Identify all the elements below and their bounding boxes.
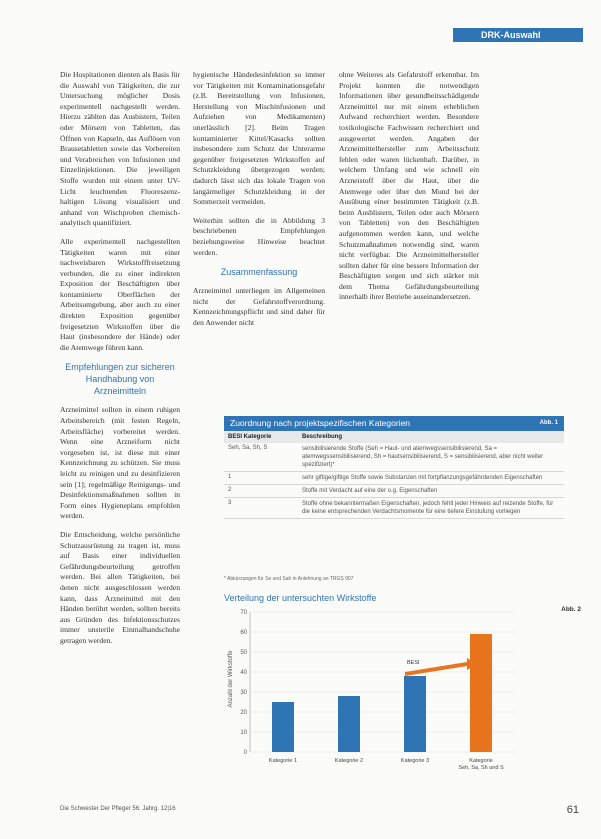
chart-annotation (405, 658, 477, 676)
y-tick-label: 0 (243, 750, 247, 756)
column-1 (60, 70, 180, 655)
paragraph: Alle experimentell nachgestellten Tätigkeiten waren mit einer nachweisbaren Wirkstofffreisetzung verbunden, die zu einer indirekten Exposition der Beschäftigten über kontaminierte Oberflächen der Arbeitsumgebung, aber auch zu einer direkten Exposition gegenüber freigesetzten Wirkstoffen über die Haut (insbesondere der Hände) oder die Atemwege führen kann. (60, 236, 180, 352)
y-tick-label: 30 (240, 690, 247, 696)
table-cell-value: Stoffe mit Verdacht auf eine der o.g. Eigenschaften (302, 488, 438, 494)
paragraph: Weiterhin sollten die in Abbildung 3 beschriebenen Empfehlungen beziehungsweise Hinweise beachtet werden. (193, 215, 325, 257)
table-row (224, 498, 564, 519)
table-row (224, 472, 564, 485)
chart-categories (269, 758, 504, 771)
annotation-label: BESI (407, 660, 420, 666)
table-title-text: Zuordnung nach projektspezifischen Kategorien (230, 418, 411, 428)
table-title (224, 416, 564, 431)
footer-journal: Die Schwester Der Pfleger 56. Jahrg. 12|16 (60, 806, 176, 812)
paragraph: Die Hospitationen dienten als Basis für die Auswahl von Tätigkeiten, die zur Untersuchung möglicher Dosis experimentell nachgestellt werden. Hierzu zählten das Ausbistern, Teilen oder Mörsern von Tabletten, das Öffnen von Kapseln, das Auflösen von Brausetabletten sowie das Vorbereiten und Verabreichen von Infusionen und Einzelinjektionen. Die jeweiligen Stoffe wurden mit einem unter UV-Licht leuchtenden Fluoreszenz-haltigen Lösung visualisiert und anhand von Wischproben chemisch-analytisch quantifiziert. (60, 70, 180, 228)
table-col-category: BESI Kategorie (228, 434, 272, 440)
table-header-row (224, 431, 564, 443)
bar (404, 676, 426, 752)
table-tag: Abb. 1 (539, 420, 558, 426)
x-category-label: Kategorie 2 (334, 758, 364, 764)
column-3 (339, 70, 479, 311)
subheading: Zusammenfassung (220, 267, 298, 278)
y-axis-label: Anzahl der Wirkstoffe (228, 650, 234, 708)
paragraph: Arzneimittel sollten in einem ruhigen Arbeitsbereich (mit festen Regeln, Arbeitsfläche) vorbereitet werden. Wenn eine Arzneiform nicht vorgesehen ist, ist diese mit einer Kennzeichnung zu schützen. Sie muss leicht zu reinigen und zu desinfizieren sein [1]; regelmäßige Reinigungs- und Desinfektionsmaßnahmen sollten in Form eines Hygieneplans empfohlen werden. (60, 405, 180, 521)
table-row (224, 485, 564, 498)
table-footnote: * Abkürzungen für Se und Sah in Anlehnung an TRGS 907 (224, 576, 354, 582)
subheading: Empfehlungen zur sicheren Handhabung von Arzneimitteln (65, 362, 175, 397)
bar-chart (224, 604, 524, 789)
x-category-label: Kategorie 1 (268, 758, 298, 764)
y-tick-label: 40 (240, 670, 247, 676)
bar (470, 634, 492, 752)
column-2 (193, 70, 325, 336)
y-tick-label: 70 (240, 610, 247, 616)
table-cell-value: sehr giftige/giftige Stoffe sowie Substanzen mit fortpflanzungsgefährdenden Eigenschaften (302, 475, 543, 481)
chart-ticks (240, 610, 247, 756)
x-category-label: Kategorie 3 (400, 758, 430, 764)
x-category-label: Seh, Sa, Sh und S (458, 765, 504, 771)
table-cell-value: sensibilisierende Stoffe (Seh = Haut- und atemwegssensibilisierend, Sa = atemwegssensibilisierend, Sh = hautsensibilisierend, S = sensibilisierend, aber nicht weiter spezifiziert)* (302, 446, 544, 468)
table-cell-key: 2 (228, 487, 232, 493)
paragraph: Die Entscheidung, welche persönliche Schutzausrüstung zu tragen ist, muss auf Basis einer individuellen Gefährdungsbeurteilung getroffen werden. Bei allen Tätigkeiten, bei denen nicht ausgeschlossen werden kann, dass Arzneimittel mit den Händen berührt werden, sollten bereits aus Gründen des Infektionsschutzes immer unsterile Einmalhandschuhe getragen werden. (60, 529, 180, 645)
paragraph: Arzneimittel unterliegen im Allgemeinen nicht der Gefahrstoffverordnung. Kennzeichnungspflicht und sind daher für den Anwender nicht (193, 286, 325, 327)
table-col-description: Beschreibung (302, 434, 343, 440)
table-cell-value: Stoffe ohne bekanntermaßen Eigenschaften, jedoch fehlt jeder Hinweis auf reizende Stoffe, für die keine entsprechenden Verdachtsmomente für eine tiefere Einstufung vorliegen (302, 501, 554, 515)
chart-title: Verteilung der untersuchten Wirkstoffe (224, 593, 377, 603)
table-cell-key: 1 (228, 474, 232, 480)
section-header: DRK-Auswahl (453, 28, 583, 42)
chart-tag: Abb. 2 (561, 606, 581, 613)
table-row (224, 443, 564, 472)
table-cell-key: 3 (228, 500, 232, 506)
bar (338, 696, 360, 752)
y-tick-label: 60 (240, 630, 247, 636)
bar (272, 702, 294, 752)
y-tick-label: 20 (240, 710, 247, 716)
y-tick-label: 10 (240, 730, 247, 736)
category-table (224, 416, 564, 566)
table-cell-key: Seh, Sa, Sh, S (228, 445, 268, 451)
paragraph: hygienische Händedesinfektion so immer vor Tätigkeiten mit Kontaminationsgefahr (z.B. Bereitstellung von Infusionen, Herstellung von Mischinfusionen und Aufziehen von Medikamenten) unerlässlich [2]. Beim Tragen kontaminierter Kittel/Kasacks sollten insbesondere zum Schutz der Unterarme gegenüber freigesetzten Wirkstoffen auf Schutzkleidung übergezogen werden; dadurch lässt sich das lokale Tragen von langärmeliger Schutzkleidung in der Sommerzeit vermeiden. (193, 70, 325, 207)
paragraph: ohne Weiteres als Gefahrstoff erkennbar. Im Projekt konnten die notwendigen Informationen über gesundheitsschädigende Arzneimittel nur mit einem erheblichen Aufwand recherchiert werden. Besondere toxikologische Fachwissen recherchiert und ausgewertet werden. Angaben der Arzneimittelhersteller zum Arbeitsschutz fehlen oder waren lückenhaft. Darüber, in welchem Umfang und wie schnell ein Arzneistoff über die Haut, über die Atemwege oder über den Mund bei der Ausübung einer bestimmten Tätigkeit (z.B. beim Ausblistern, Teilen oder auch Mörsern von Tabletten) von den Beschäftigten aufgenommen werden kann, und welche Schutzmaßnahmen notwendig sind, waren nicht verfügbar. Die Arzneimittelhersteller sollten daher für eine bessere Information der Beschäftigten sorgen und sich stärker mit dem Thema Gefährdungsbeurteilung innerhalb ihrer Betriebe auseinandersetzen. (339, 70, 479, 302)
page-number: 61 (566, 804, 579, 816)
x-category-label: Kategorie (469, 758, 493, 764)
y-tick-label: 50 (240, 650, 247, 656)
